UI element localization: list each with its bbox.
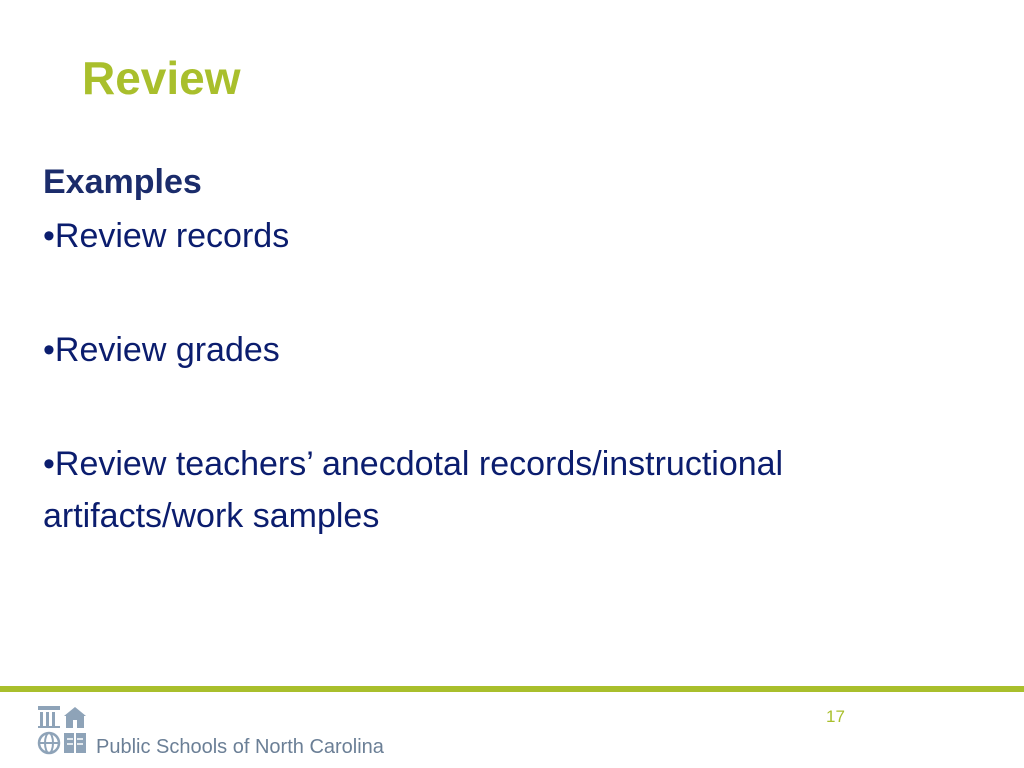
footer-divider xyxy=(0,686,1024,692)
section-heading: Examples xyxy=(43,163,202,201)
bullet-item-grades: •Review grades xyxy=(43,331,280,369)
bullet-list xyxy=(43,210,943,542)
slide-body xyxy=(43,158,943,542)
nc-public-schools-seal-icon xyxy=(34,702,90,758)
bullet-item-records: •Review records xyxy=(43,217,290,255)
organization-name: Public Schools of North Carolina xyxy=(96,736,384,758)
slide-title: Review xyxy=(82,52,241,104)
bullet-item-anecdotal-records: •Review teachers’ anecdotal records/instructional artifacts/work samples xyxy=(43,445,784,535)
page-number: 17 xyxy=(826,707,845,726)
